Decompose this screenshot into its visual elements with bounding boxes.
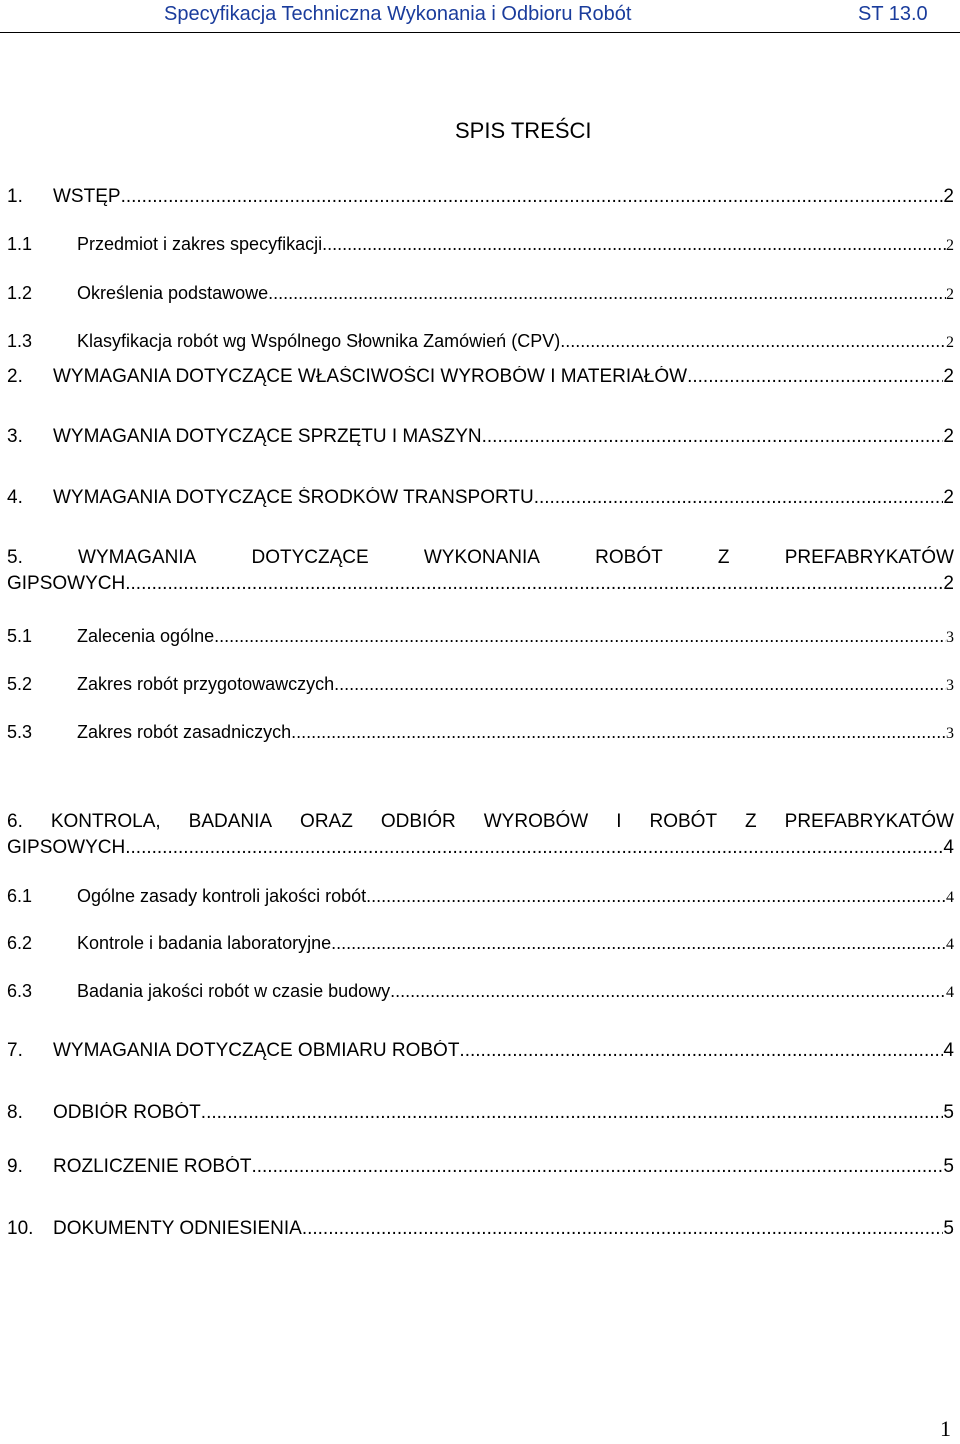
toc-entry-title: WYMAGANIA DOTYCZĄCE ŚRODKÓW TRANSPORTU [53, 487, 534, 508]
toc-heading: SPIS TREŚCI [455, 118, 592, 143]
dot-leader [201, 1102, 944, 1124]
toc-entry-6[interactable] [7, 811, 954, 859]
toc-entry-word: ODBIÓR [380, 811, 456, 832]
toc-entry-title: Zalecenia ogólne [77, 626, 215, 646]
dot-leader [291, 722, 946, 743]
toc-entry-title-line [7, 811, 954, 833]
toc-entry-5-2[interactable] [7, 674, 954, 695]
dot-leader [390, 981, 946, 1002]
toc-entry-title: Określenia podstawowe [77, 283, 269, 303]
toc-entry-number: 9. [7, 1156, 23, 1177]
toc-entry-word: WYROBÓW [483, 811, 589, 832]
toc-entry-6-3[interactable] [7, 981, 954, 1002]
toc-entry-number: 5. [7, 547, 23, 568]
toc-entry-1[interactable] [7, 186, 954, 208]
toc-entry-9[interactable] [7, 1156, 954, 1178]
toc-entry-1-2[interactable] [7, 283, 954, 304]
dot-leader [482, 426, 944, 448]
toc-entry-page: 2 [943, 426, 954, 447]
toc-entry-number: 8. [7, 1102, 23, 1123]
toc-entry-number: 6.1 [7, 886, 33, 906]
toc-entry-number: 6. [7, 811, 23, 832]
dot-leader [331, 933, 946, 954]
toc-entry-word: Z [745, 811, 757, 832]
dot-leader [687, 366, 943, 388]
toc-entry-3[interactable] [7, 426, 954, 448]
dot-leader [459, 1040, 943, 1062]
toc-entry-title: Kontrole i badania laboratoryjne [77, 933, 332, 953]
toc-entry-title: WYMAGANIA DOTYCZĄCE SPRZĘTU I MASZYN [53, 426, 482, 447]
toc-entry-1-1[interactable] [7, 234, 954, 255]
toc-entry-number: 10. [7, 1218, 34, 1239]
dot-leader [251, 1156, 943, 1178]
toc-entry-page: 3 [946, 629, 954, 646]
dot-leader [268, 283, 946, 304]
toc-entry-6-1[interactable] [7, 886, 954, 907]
toc-entry-10[interactable] [7, 1218, 954, 1240]
toc-entry-word: WYMAGANIA [78, 547, 197, 568]
dot-leader [322, 234, 946, 255]
toc-entry-page: 4 [943, 837, 954, 858]
header-rule [0, 32, 960, 33]
toc-entry-page: 3 [946, 677, 954, 694]
toc-entry-page: 2 [943, 573, 954, 594]
toc-entry-number: 1.1 [7, 234, 33, 254]
page-header [0, 0, 960, 32]
toc-entry-word: KONTROLA, [50, 811, 161, 832]
toc-entry-word: Z [717, 547, 730, 568]
dot-leader [334, 674, 946, 695]
toc-entry-5-3[interactable] [7, 722, 954, 743]
toc-entry-title: WYMAGANIA DOTYCZĄCE WŁAŚCIWOŚCI WYROBÓW I MATERIAŁÓW [53, 366, 688, 387]
toc-entry-number: 1. [7, 186, 23, 207]
toc-entry-number: 6.2 [7, 933, 33, 953]
toc-entry-number: 2. [7, 366, 23, 387]
toc-entry-title: Zakres robót przygotowawczych [77, 674, 335, 694]
toc-entry-page: 2 [943, 366, 954, 387]
toc-entry-title: WSTĘP [53, 186, 121, 207]
toc-entry-word: PREFABRYKATÓW [784, 811, 954, 832]
toc-entry-page: 2 [946, 334, 954, 351]
toc-entry-continuation [7, 837, 954, 859]
toc-entry-number: 4. [7, 487, 23, 508]
toc-entry-page: 2 [946, 286, 954, 303]
dot-leader [214, 626, 946, 647]
header-title: Specyfikacja Techniczna Wykonania i Odbioru Robót [164, 3, 632, 25]
toc-entry-number: 1.3 [7, 331, 33, 351]
dot-leader [302, 1218, 944, 1240]
toc-entry-page: 4 [946, 984, 954, 1001]
dot-leader [125, 837, 943, 859]
toc-entry-2[interactable] [7, 366, 954, 388]
toc-entry-number: 5.3 [7, 722, 33, 742]
dot-leader [125, 573, 943, 595]
toc-entry-word: BADANIA [188, 811, 273, 832]
toc-entry-page: 4 [943, 1040, 954, 1061]
toc-entry-page: 2 [946, 237, 954, 254]
toc-entry-word: WYKONANIA [423, 547, 540, 568]
toc-entry-title: ODBIÓR ROBÓT [53, 1102, 201, 1123]
toc-entry-8[interactable] [7, 1102, 954, 1124]
toc-entry-title: DOKUMENTY ODNIESIENIA [53, 1218, 302, 1239]
toc-entry-number: 5.1 [7, 626, 33, 646]
toc-entry-word: ORAZ [300, 811, 353, 832]
toc-entry-title-line [7, 547, 954, 569]
toc-entry-7[interactable] [7, 1040, 954, 1062]
toc-entry-title-cont: GIPSOWYCH [7, 837, 126, 858]
toc-entry-5[interactable] [7, 547, 954, 595]
dot-leader [534, 487, 944, 509]
toc-entry-1-3[interactable] [7, 331, 954, 352]
toc-entry-word: DOTYCZĄCE [251, 547, 369, 568]
toc-entry-page: 3 [946, 725, 954, 742]
toc-entry-page: 2 [943, 487, 954, 508]
toc-entry-number: 3. [7, 426, 23, 447]
toc-entry-word: I [616, 811, 622, 832]
toc-entry-5-1[interactable] [7, 626, 954, 647]
toc-entry-page: 5 [943, 1218, 954, 1239]
toc-entry-continuation [7, 573, 954, 595]
toc-entry-page: 4 [946, 936, 954, 953]
toc-entry-title: ROZLICZENIE ROBÓT [53, 1156, 252, 1177]
toc-entry-page: 4 [946, 889, 954, 906]
toc-entry-word: ROBÓT [595, 547, 663, 568]
toc-entry-number: 1.2 [7, 283, 33, 303]
toc-entry-title: WYMAGANIA DOTYCZĄCE OBMIARU ROBÓT [53, 1040, 460, 1061]
toc-entry-title: Przedmiot i zakres specyfikacji [77, 234, 323, 254]
toc-entry-word: ROBÓT [649, 811, 718, 832]
toc-entry-number: 7. [7, 1040, 23, 1061]
toc-entry-number: 5.2 [7, 674, 33, 694]
toc-entry-page: 5 [943, 1102, 954, 1123]
toc-entry-4[interactable] [7, 487, 954, 509]
dot-leader [560, 331, 946, 352]
toc-entry-title: Badania jakości robót w czasie budowy [77, 981, 391, 1001]
toc-entry-number: 6.3 [7, 981, 33, 1001]
toc-entry-title: Zakres robót zasadniczych [77, 722, 292, 742]
toc-entry-word: PREFABRYKATÓW [784, 547, 954, 568]
toc-entry-title: Klasyfikacja robót wg Wspólnego Słownika Zamówień (CPV) [77, 331, 561, 351]
toc-entry-page: 2 [943, 186, 954, 207]
toc-entry-title-cont: GIPSOWYCH [7, 573, 126, 594]
header-code: ST 13.0 [858, 3, 928, 25]
toc-entry-title: Ogólne zasady kontroli jakości robót [77, 886, 367, 906]
dot-leader [121, 186, 944, 208]
dot-leader [366, 886, 946, 907]
toc-entry-page: 5 [943, 1156, 954, 1177]
page-number: 1 [940, 1416, 951, 1441]
toc-entry-6-2[interactable] [7, 933, 954, 954]
